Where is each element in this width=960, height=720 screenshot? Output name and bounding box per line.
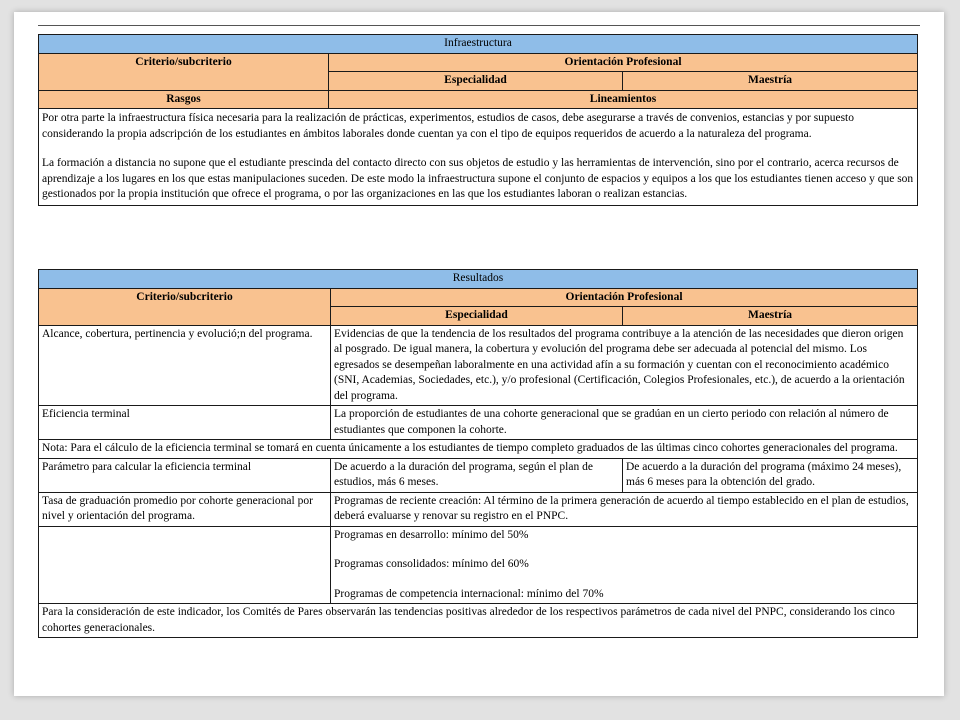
criterio-header: Criterio/subcriterio bbox=[39, 53, 329, 90]
resultados-table bbox=[38, 269, 918, 638]
orientacion-header: Orientación Profesional bbox=[331, 288, 918, 307]
table-row bbox=[39, 325, 918, 406]
maestria-header: Maestría bbox=[623, 72, 918, 91]
lineamientos-header: Lineamientos bbox=[329, 90, 918, 109]
table-row bbox=[39, 440, 918, 459]
minimo-desarrollo: Programas en desarrollo: mínimo del 50% bbox=[334, 528, 529, 541]
resultados-title: Resultados bbox=[39, 270, 918, 289]
nota-eficiencia: Nota: Para el cálculo de la eficiencia terminal se tomará en cuenta únicamente a los estudiantes de tiempo completo graduados de las últimas cinco cohortes generacionales del programa. bbox=[39, 440, 918, 459]
parametro-maestria: De acuerdo a la duración del programa (máximo 24 meses), más 6 meses para la obtención del grado. bbox=[623, 458, 918, 492]
empty-cell bbox=[39, 526, 331, 604]
table-row bbox=[39, 526, 918, 604]
rasgos-header: Rasgos bbox=[39, 90, 329, 109]
minimos-cell bbox=[331, 526, 918, 604]
infraestructura-title: Infraestructura bbox=[39, 35, 918, 54]
maestria-header: Maestría bbox=[623, 307, 918, 326]
eficiencia-texto: La proporción de estudiantes de una cohorte generacional que se gradúan en un cierto periodo con relación al número de estudiantes que componen la cohorte. bbox=[331, 406, 918, 440]
parametro-especialidad: De acuerdo a la duración del programa, según el plan de estudios, más 6 meses. bbox=[331, 458, 623, 492]
table-row bbox=[39, 604, 918, 638]
parametro-criterio: Parámetro para calcular la eficiencia terminal bbox=[39, 458, 331, 492]
alcance-criterio: Alcance, cobertura, pertinencia y evolució;n del programa. bbox=[39, 325, 331, 406]
infraestructura-body bbox=[39, 109, 918, 206]
minimo-consolidados: Programas consolidados: mínimo del 60% bbox=[334, 558, 529, 570]
infraestructura-table bbox=[38, 34, 918, 206]
infra-paragraph-2: La formación a distancia no supone que el estudiante prescinda del contacto directo con sus objetos de estudio y las herramientas de intervención, sino por el contrario, acerca recursos de aprendizaje a los lugares en los que estas manipulaciones suceden. De este modo la infraestructura supone el conjunto de espacios y equipos a los que los estudiantes tienen acceso y que son gestionados por la propia institución que ofrece el programa, o por las organizaciones en las que los estudiantes laboran o realizan estancias. bbox=[42, 157, 914, 200]
tasa-criterio: Tasa de graduación promedio por cohorte generacional por nivel y orientación del programa. bbox=[39, 492, 331, 526]
table-row bbox=[39, 458, 918, 492]
top-divider bbox=[38, 25, 920, 26]
eficiencia-criterio: Eficiencia terminal bbox=[39, 406, 331, 440]
table-row bbox=[39, 406, 918, 440]
table-row bbox=[39, 492, 918, 526]
alcance-texto: Evidencias de que la tendencia de los resultados del programa contribuye a la atención de las necesidades que dieron origen al posgrado. De igual manera, la cobertura y evolución del programa debe ser adecuada al potencial del mismo. Los egresados se desempeñan laboralmente en una actividad afín a su formación y cuentan con el reconocimiento académico (SNI, Academias, Sociedades, etc.), y/o profesional (Certificación, Colegios Profesionales, etc.), de acuerdo a la orientación del programa. bbox=[331, 325, 918, 406]
tasa-texto: Programas de reciente creación: Al término de la primera generación de acuerdo al tiempo establecido en el plan de estudios, deberá evaluarse y renovar su registro en el PNPC. bbox=[331, 492, 918, 526]
especialidad-header: Especialidad bbox=[331, 307, 623, 326]
orientacion-header: Orientación Profesional bbox=[329, 53, 918, 72]
minimo-internacional: Programas de competencia internacional: mínimo del 70% bbox=[334, 587, 604, 600]
slide bbox=[14, 12, 944, 696]
consideracion-text: Para la consideración de este indicador, los Comités de Pares observarán las tendencias positivas alrededor de los respectivos parámetros de cada nivel del PNPC, considerando los cinco cohortes generacionales. bbox=[39, 604, 918, 638]
criterio-header: Criterio/subcriterio bbox=[39, 288, 331, 325]
infra-paragraph-1: Por otra parte la infraestructura física necesaria para la realización de prácticas, experimentos, estudios de casos, debe asegurarse a través de convenios, estancias y por supuesto considerando la propia adscripción de los estudiantes en ámbitos laborales donde cuentan ya con el tipo de equipos requeridos de acuerdo a la naturaleza del programa. bbox=[42, 112, 855, 140]
especialidad-header: Especialidad bbox=[329, 72, 623, 91]
